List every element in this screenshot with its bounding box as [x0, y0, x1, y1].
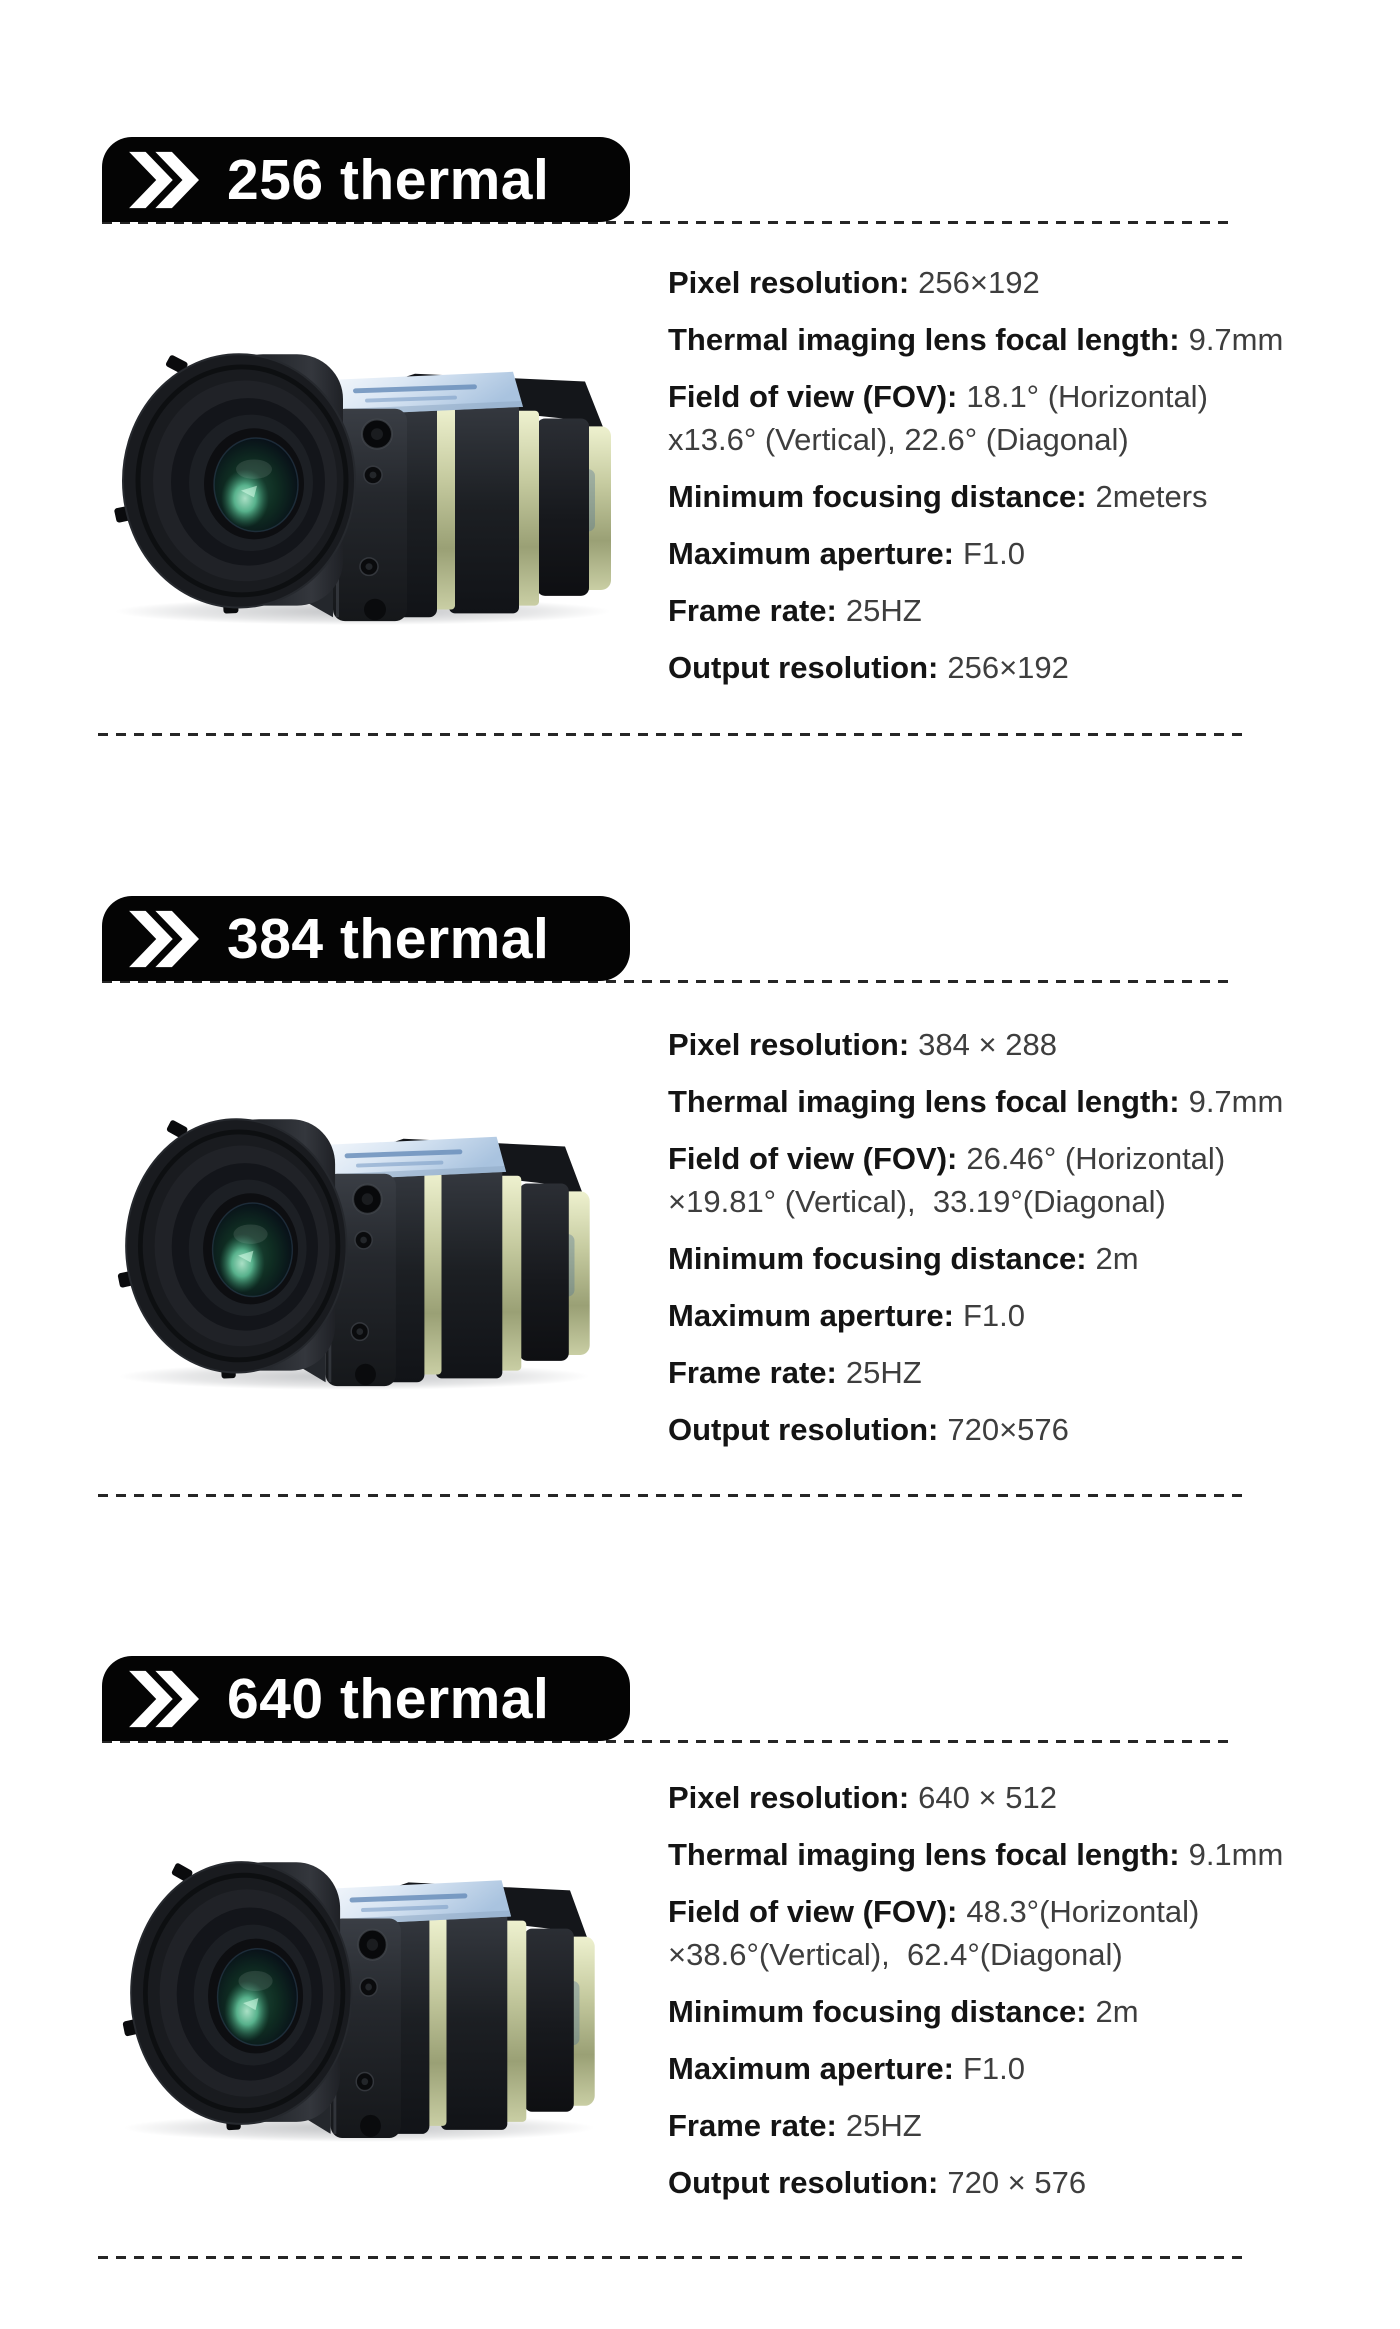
spec-value: 256×192: [918, 265, 1040, 300]
spec-list: [668, 1023, 1368, 1465]
spec-label: Field of view (FOV):: [668, 379, 958, 414]
double-chevron-icon: [129, 910, 199, 968]
spec-value: 640 × 512: [918, 1780, 1057, 1815]
section-badge: [102, 137, 630, 222]
spec-label: Pixel resolution:: [668, 1780, 910, 1815]
spec-row: [668, 2104, 1368, 2147]
spec-label: Field of view (FOV):: [668, 1894, 958, 1929]
spec-label: Output resolution:: [668, 2165, 939, 2200]
spec-value-line2: ×19.81° (Vertical), 33.19°(Diagonal): [668, 1184, 1166, 1219]
section-divider-dashed: [98, 2256, 1248, 2259]
spec-label: Output resolution:: [668, 650, 939, 685]
spec-row: [668, 1137, 1368, 1223]
spec-label: Maximum aperture:: [668, 1298, 954, 1333]
section-title: 640 thermal: [227, 1666, 550, 1731]
spec-label: Thermal imaging lens focal length:: [668, 1084, 1180, 1119]
spec-label: Frame rate:: [668, 1355, 837, 1390]
thermal-camera-photo: [114, 1832, 608, 2144]
spec-value: F1.0: [962, 2051, 1025, 2086]
spec-row: [668, 646, 1368, 689]
section-title: 384 thermal: [227, 906, 550, 971]
spec-row: [668, 2047, 1368, 2090]
spec-value: 9.1mm: [1188, 1837, 1284, 1872]
spec-row: [668, 1890, 1368, 1976]
spec-value: F1.0: [962, 1298, 1025, 1333]
spec-label: Minimum focusing distance:: [668, 1994, 1087, 2029]
spec-value: 2m: [1095, 1994, 1139, 2029]
spec-label: Frame rate:: [668, 593, 837, 628]
spec-value: 9.7mm: [1188, 1084, 1284, 1119]
spec-value: 9.7mm: [1188, 322, 1284, 357]
spec-row: [668, 1237, 1368, 1280]
spec-label: Output resolution:: [668, 1412, 939, 1447]
thermal-camera-photo: [109, 1090, 603, 1392]
section-badge: [102, 896, 630, 981]
section-divider-dashed: [98, 1494, 1248, 1497]
spec-value: 26.46° (Horizontal): [966, 1141, 1226, 1176]
spec-value-line2: ×38.6°(Vertical), 62.4°(Diagonal): [668, 1937, 1123, 1972]
spec-value: 25HZ: [845, 1355, 922, 1390]
spec-list: [668, 261, 1368, 703]
spec-row: [668, 375, 1368, 461]
spec-row: [668, 475, 1368, 518]
spec-row: [668, 589, 1368, 632]
spec-row: [668, 1408, 1368, 1451]
spec-value: 720 × 576: [947, 2165, 1087, 2200]
spec-row: [668, 318, 1368, 361]
spec-value: 25HZ: [845, 593, 922, 628]
spec-value: 18.1° (Horizontal): [966, 379, 1208, 414]
section-divider-dashed: [98, 733, 1248, 736]
spec-row: [668, 261, 1368, 304]
spec-row: [668, 1023, 1368, 1066]
spec-row: [668, 1080, 1368, 1123]
spec-label: Frame rate:: [668, 2108, 837, 2143]
spec-label: Minimum focusing distance:: [668, 1241, 1087, 1276]
spec-row: [668, 1294, 1368, 1337]
double-chevron-icon: [129, 151, 199, 209]
thermal-camera-photo: [105, 325, 625, 627]
double-chevron-icon: [129, 1670, 199, 1728]
spec-value: 384 × 288: [918, 1027, 1057, 1062]
section-title: 256 thermal: [227, 147, 550, 212]
spec-value: 48.3°(Horizontal): [966, 1894, 1200, 1929]
spec-label: Maximum aperture:: [668, 2051, 954, 2086]
spec-label: Field of view (FOV):: [668, 1141, 958, 1176]
spec-value: F1.0: [962, 536, 1025, 571]
spec-row: [668, 1833, 1368, 1876]
spec-row: [668, 1990, 1368, 2033]
spec-label: Minimum focusing distance:: [668, 479, 1087, 514]
spec-label: Pixel resolution:: [668, 1027, 910, 1062]
spec-row: [668, 532, 1368, 575]
spec-row: [668, 1351, 1368, 1394]
spec-value: 25HZ: [845, 2108, 922, 2143]
spec-row: [668, 1776, 1368, 1819]
spec-label: Thermal imaging lens focal length:: [668, 1837, 1180, 1872]
section-badge: [102, 1656, 630, 1741]
spec-value: 720×576: [947, 1412, 1069, 1447]
spec-row: [668, 2161, 1368, 2204]
spec-value: 2meters: [1095, 479, 1208, 514]
spec-label: Thermal imaging lens focal length:: [668, 322, 1180, 357]
spec-label: Maximum aperture:: [668, 536, 954, 571]
spec-list: [668, 1776, 1368, 2218]
spec-value: 256×192: [947, 650, 1069, 685]
spec-value-line2: x13.6° (Vertical), 22.6° (Diagonal): [668, 422, 1129, 457]
spec-value: 2m: [1095, 1241, 1139, 1276]
spec-label: Pixel resolution:: [668, 265, 910, 300]
